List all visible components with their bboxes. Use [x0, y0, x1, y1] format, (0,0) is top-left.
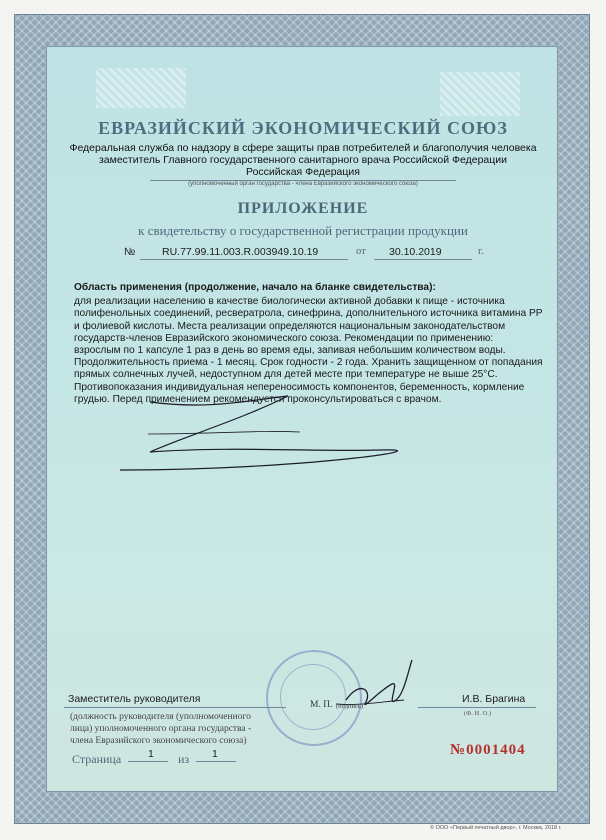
certificate-date: 30.10.2019 — [389, 246, 442, 258]
number-prefix: № — [124, 246, 136, 258]
scope-line: Противопоказания индивидуальная непереносимость компонентов, беременность, кормление — [74, 381, 525, 393]
official-seal — [266, 650, 362, 746]
printer-credit: © ООО «Первый печатный двор», г. Москва, 2018 г. — [430, 825, 562, 831]
scope-line: полифенольных соединений, ресвератрола, синефрина, дополнительного источника витамина PP — [74, 308, 543, 320]
certificate-number: RU.77.99.11.003.R.003949.10.19 — [162, 246, 319, 258]
agency-line: Федеральная служба по надзору в сфере защиты прав потребителей и благополучия человека — [69, 142, 537, 154]
page-number: 1 — [148, 748, 154, 760]
scope-line: прямых солнечных лучей, недоступном для детей месте при температуре не выше 25°C. — [74, 369, 498, 381]
of-label: из — [178, 752, 190, 766]
position-caption: лица) уполномоченного органа государства - — [70, 724, 252, 734]
position-caption: (должность руководителя (уполномоченного — [70, 712, 251, 722]
appendix-heading: ПРИЛОЖЕНИЕ — [237, 200, 369, 217]
security-pattern — [440, 72, 520, 116]
signer-name: И.В. Брагина — [462, 693, 526, 705]
divider — [374, 259, 472, 260]
signature-caption: (подпись) — [336, 703, 363, 710]
divider — [64, 707, 286, 708]
agency-line: Российская Федерация — [246, 166, 360, 178]
scope-line: и фолиевой кислоты. Места реализации определяются национальным законодательством — [74, 320, 506, 332]
date-prefix: от — [356, 246, 366, 257]
fio-caption: (Ф. И. О.) — [464, 710, 491, 717]
scope-line: грудью. Перед применением рекомендуется проконсультироваться с врачом. — [74, 393, 442, 405]
scope-line: Продолжительность приема - 1 месяц. Срок годности - 2 года. Хранить защищенном от попадания — [74, 357, 543, 369]
seal-place-label: М. П. — [310, 700, 333, 710]
page-total: 1 — [212, 748, 218, 760]
appendix-subheading: к свидетельству о государственной регистрации продукции — [138, 223, 468, 238]
scope-line: взрослым по 1 капсуле 1 раз в день во время еды, запивая небольшим количеством воды. — [74, 345, 506, 357]
scope-title: Область применения (продолжение, начало на бланке свидетельства): — [74, 282, 436, 293]
divider — [140, 259, 348, 260]
divider — [196, 761, 236, 762]
security-pattern — [96, 68, 186, 108]
blank-serial-number: №0001404 — [450, 742, 526, 758]
scope-line: государств-членов Евразийского экономического союза. Рекомендации по применению: — [74, 332, 494, 344]
agency-line: заместитель Главного государственного санитарного врача Российской Федерации — [98, 154, 508, 166]
page-label: Страница — [72, 752, 122, 766]
scope-text — [74, 282, 543, 406]
position-caption: члена Евразийского экономического союза) — [70, 736, 247, 746]
agency-caption: (уполномоченный орган государства - члена Евразийского экономического союза) — [188, 181, 418, 187]
year-suffix: г. — [478, 246, 484, 257]
divider — [128, 761, 168, 762]
scope-line: для реализации населению в качестве биологически активной добавки к пище - источника — [74, 296, 505, 308]
document-title: ЕВРАЗИЙСКИЙ ЭКОНОМИЧЕСКИЙ СОЮЗ — [98, 118, 508, 138]
signer-position: Заместитель руководителя — [68, 693, 201, 705]
divider — [418, 707, 536, 708]
